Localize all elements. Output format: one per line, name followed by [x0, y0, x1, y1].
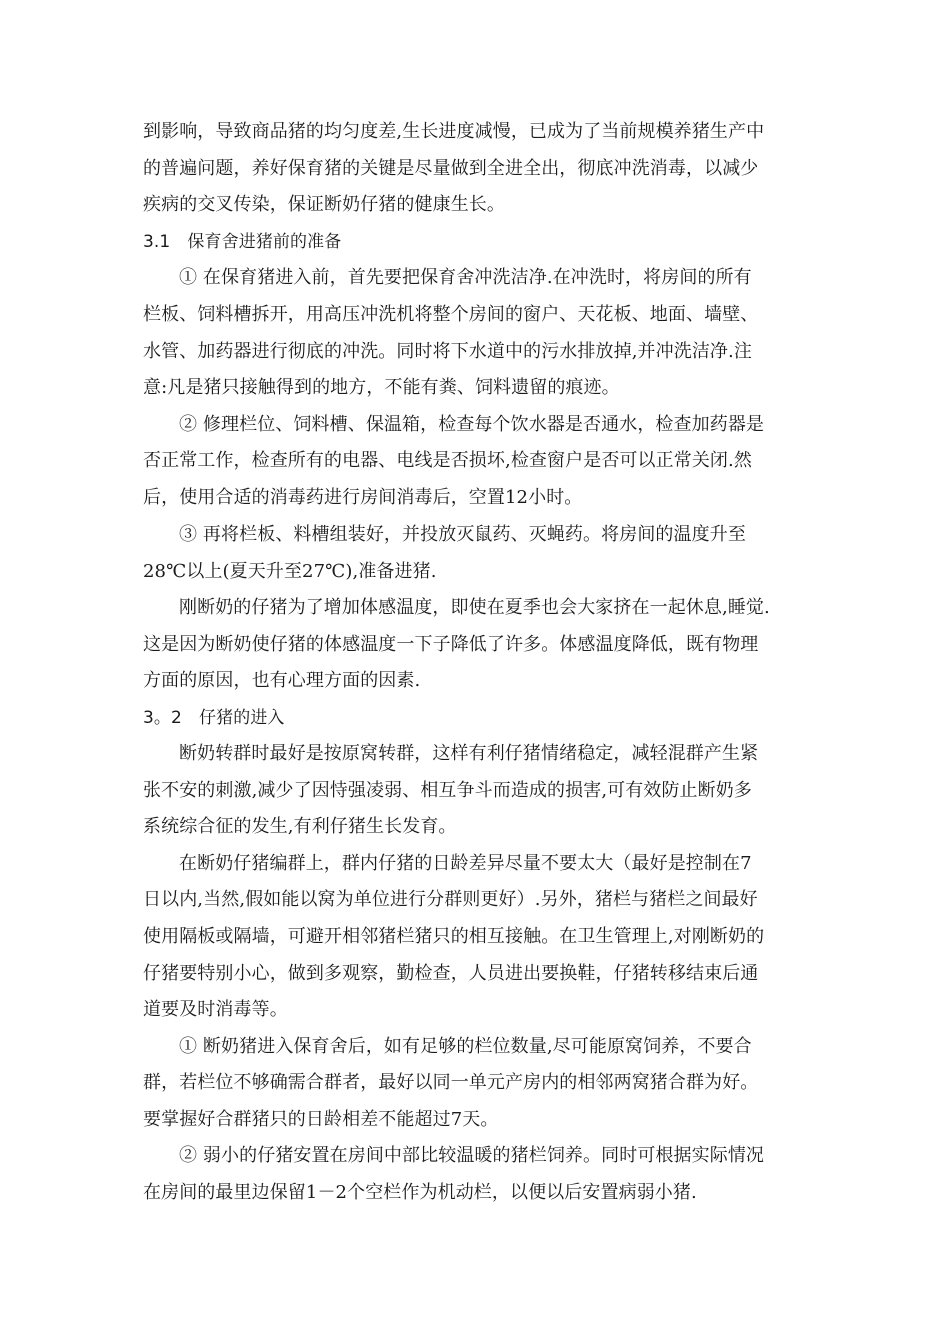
body-text-line: 水管、加药器进行彻底的冲洗。同时将下水道中的污水排放掉,并冲洗洁净.注 [143, 341, 752, 362]
body-text-line: 意:凡是猪只接触得到的地方，不能有粪、饲料遗留的痕迹。 [143, 377, 620, 398]
body-text-line: 28℃以上(夏天升至27℃),准备进猪. [143, 561, 437, 582]
section-heading-3-1: 3.1 保育舍进猪前的准备 [143, 232, 342, 252]
body-text-line: 在断奶仔猪编群上，群内仔猪的日龄差异尽量不要太大（最好是控制在7 [179, 853, 752, 874]
body-text-line: ① 在保育猪进入前，首先要把保育舍冲洗洁净.在冲洗时，将房间的所有 [179, 267, 752, 288]
body-text-line: 群，若栏位不够确需合群者，最好以同一单元产房内的相邻两窝猪合群为好。 [143, 1072, 759, 1093]
body-text-line: 日以内,当然,假如能以窝为单位进行分群则更好）.另外，猪栏与猪栏之间最好 [143, 889, 758, 910]
body-text-line: 张不安的刺激,减少了因恃强凌弱、相互争斗而造成的损害,可有效防止断奶多 [143, 780, 752, 801]
body-text-line: ③ 再将栏板、料槽组装好，并投放灭鼠药、灭蝇药。将房间的温度升至 [179, 524, 746, 545]
body-text-line: 断奶转群时最好是按原窝转群，这样有利仔猪情绪稳定，减轻混群产生紧 [179, 743, 759, 764]
body-text-line: ② 弱小的仔猪安置在房间中部比较温暖的猪栏饲养。同时可根据实际情况 [179, 1145, 765, 1166]
body-text-line: 到影响，导致商品猪的均匀度差,生长进度减慢，已成为了当前规模养猪生产中 [143, 121, 765, 142]
body-text-line: 的普遍问题，养好保育猪的关键是尽量做到全进全出，彻底冲洗消毒，以减少 [143, 158, 759, 179]
body-text-line: 要掌握好合群猪只的日龄相差不能超过7天。 [143, 1109, 499, 1130]
body-text-line: 栏板、饲料槽拆开，用高压冲洗机将整个房间的窗户、天花板、地面、墙壁、 [143, 304, 759, 325]
section-heading-3-2: 3。2 仔猪的进入 [143, 708, 285, 728]
body-text-line: 疾病的交叉传染，保证断奶仔猪的健康生长。 [143, 194, 505, 215]
body-text-line: 系统综合征的发生,有利仔猪生长发育。 [143, 816, 457, 837]
body-text-line: 后，使用合适的消毒药进行房间消毒后，空置12小时。 [143, 487, 583, 508]
body-text-line: 这是因为断奶使仔猪的体感温度一下子降低了许多。体感温度降低，既有物理 [143, 634, 759, 655]
body-text-line: 在房间的最里边保留1－2个空栏作为机动栏，以便以后安置病弱小猪. [143, 1182, 697, 1203]
body-text-line: ① 断奶猪进入保育舍后，如有足够的栏位数量,尽可能原窝饲养，不要合 [179, 1036, 752, 1057]
body-text-line: 否正常工作，检查所有的电器、电线是否损坏,检查窗户是否可以正常关闭.然 [143, 450, 752, 471]
body-text-line: 使用隔板或隔墙，可避开相邻猪栏猪只的相互接触。在卫生管理上,对刚断奶的 [143, 926, 765, 947]
body-text-line: 仔猪要特别小心，做到多观察，勤检查，人员进出要换鞋，仔猪转移结束后通 [143, 963, 759, 984]
body-text-line: 刚断奶的仔猪为了增加体感温度，即使在夏季也会大家挤在一起休息,睡觉. [179, 597, 770, 618]
body-text-line: 方面的原因，也有心理方面的因素. [143, 670, 421, 691]
body-text-line: 道要及时消毒等。 [143, 999, 288, 1020]
body-text-line: ② 修理栏位、饲料槽、保温箱，检查每个饮水器是否通水，检查加药器是 [179, 414, 765, 435]
